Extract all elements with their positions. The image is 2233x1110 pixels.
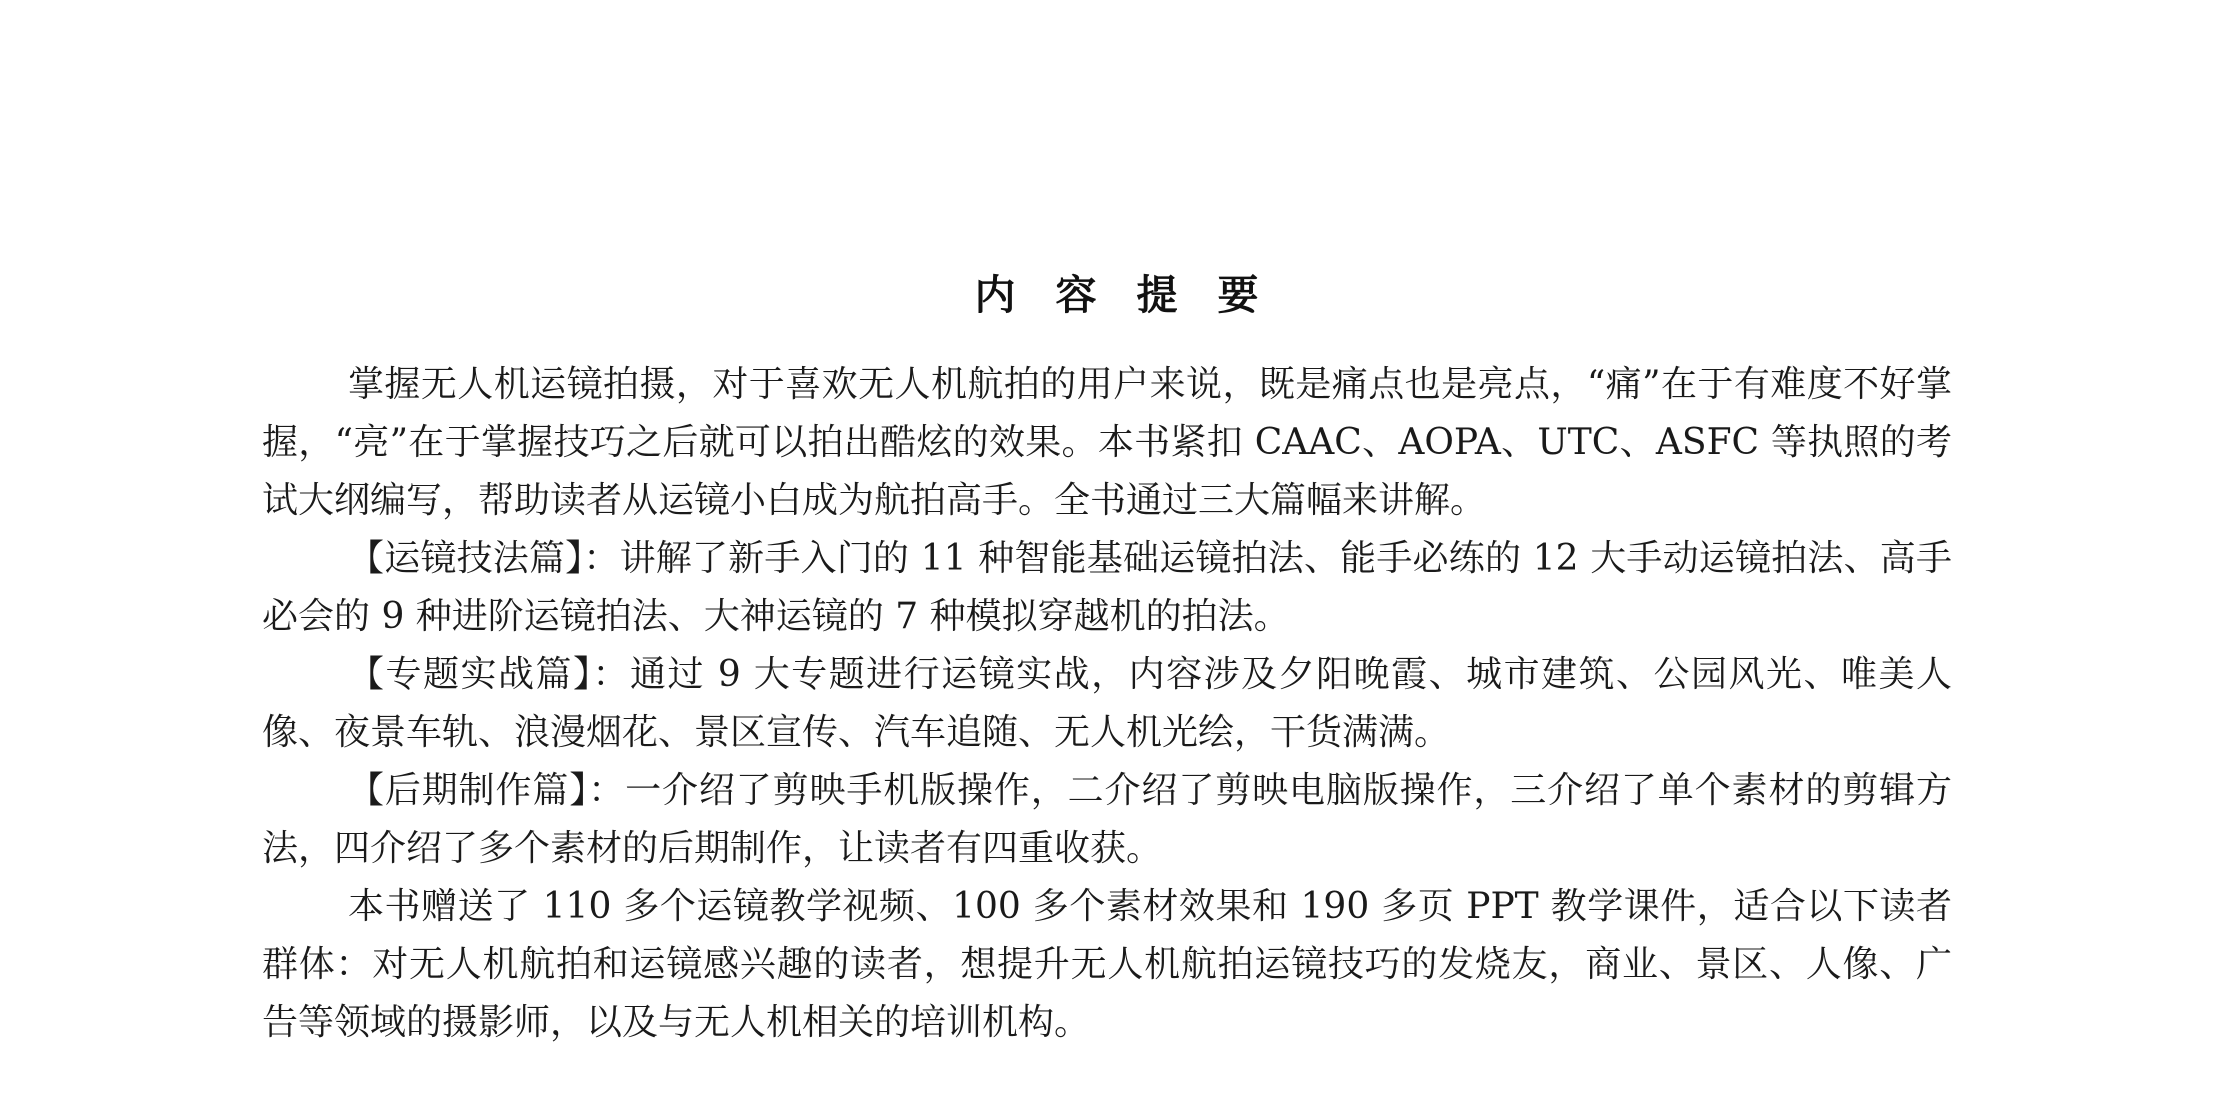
section-paragraph-postproduction	[262, 762, 1952, 878]
intro-paragraph: 掌握无人机运镜拍摄，对于喜欢无人机航拍的用户来说，既是痛点也是亮点，“痛”在于有难度不好掌握，“亮”在于掌握技巧之后就可以拍出酷炫的效果。本书紧扣 CAAC、AOPA、UTC、ASFC 等执照的考试大纲编写，帮助读者从运镜小白成为航拍高手。全书通过三大篇幅来讲解。	[262, 364, 1952, 521]
section-name-practice: 【专题实战篇】	[348, 654, 593, 695]
section-text-practice: ：通过 9 大专题进行运镜实战，内容涉及夕阳晚霞、城市建筑、公园风光、唯美人像、夜景车轨、浪漫烟花、景区宣传、汽车追随、无人机光绘，干货满满。	[262, 654, 1952, 753]
page-title: 内容提要	[974, 271, 1299, 319]
section-text-techniques: ：讲解了新手入门的 11 种智能基础运镜拍法、能手必练的 12 大手动运镜拍法、高手必会的 9 种进阶运镜拍法、大神运镜的 7 种模拟穿越机的拍法。	[262, 538, 1952, 637]
summary-body	[262, 356, 1952, 1052]
section-name-techniques: 【运镜技法篇】	[348, 538, 584, 579]
section-paragraph-practice	[262, 646, 1952, 762]
section-name-postproduction: 【后期制作篇】	[348, 770, 589, 811]
section-text-postproduction: ：一介绍了剪映手机版操作，二介绍了剪映电脑版操作，三介绍了单个素材的剪辑方法，四介绍了多个素材的后期制作，让读者有四重收获。	[262, 770, 1952, 869]
closing-paragraph: 本书赠送了 110 多个运镜教学视频、100 多个素材效果和 190 多页 PPT 教学课件，适合以下读者群体：对无人机航拍和运镜感兴趣的读者，想提升无人机航拍运镜技巧的发烧友，商业、景区、人像、广告等领域的摄影师，以及与无人机相关的培训机构。	[262, 886, 1952, 1043]
section-paragraph-techniques	[262, 530, 1952, 646]
